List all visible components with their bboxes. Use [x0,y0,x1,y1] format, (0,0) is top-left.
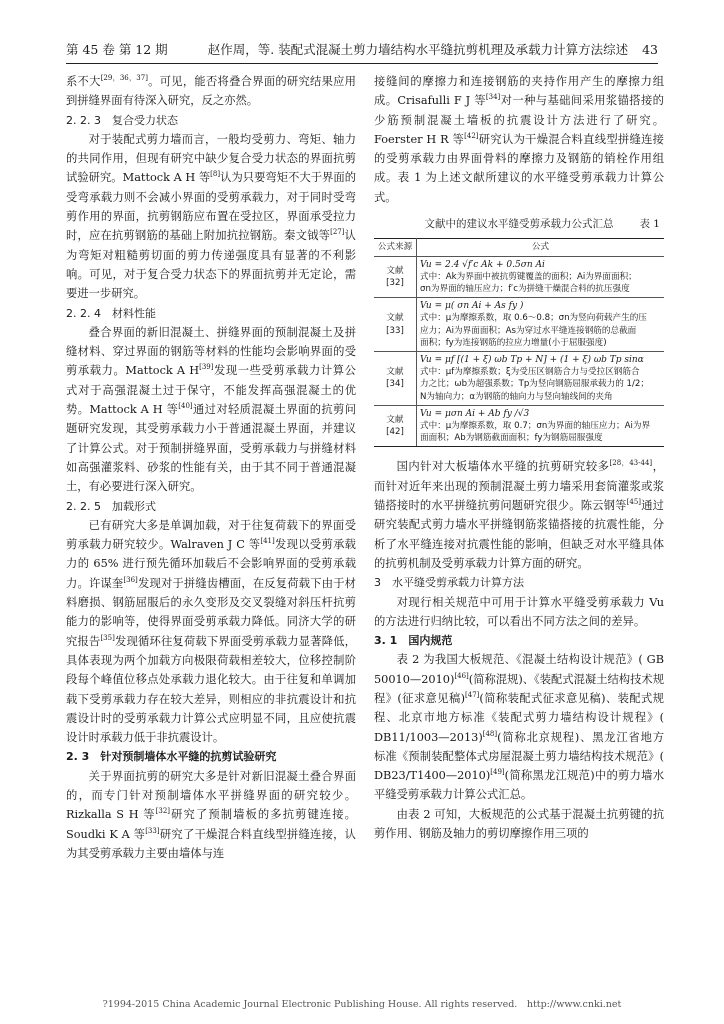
paragraph: 对于装配式剪力墙而言，一般均受剪力、弯矩、轴力的共同作用，但现有研究中缺少复合受力状态的界面抗剪试验研究。Mattock A H 等[8]认为只要弯矩不大于界面的受弯承载力则不会减小界面的受剪承载力，对于同时受弯剪作用的界面，抗剪钢筋应布置在受拉区，界面承受拉力时，应在抗剪钢筋的基础上附加抗拉钢筋。秦文钺等[27]认为弯矩对粗糙剪切面的剪力传递强度具有显著的不利影响。可见，对于复合受力状态下的界面抗剪并无定论，需要进一步研究。 [66,132,356,301]
table-title: 文献中的建议水平缝受剪承载力公式汇总 [424,218,614,231]
paragraph: 系不大[29，36，37]。可见，能否将叠合界面的研究结果应用到拼缝界面有待深入研究，反之亦然。 [66,74,356,108]
running-title: 赵作周，等. 装配式混凝土剪力墙结构水平缝抗剪机理及承载力计算方法综述 [207,42,629,57]
row-formula [417,352,665,406]
table-row [374,298,664,352]
citation: [49] [490,768,505,777]
page-header [66,36,658,62]
section-heading: 2. 2. 5 加载形式 [66,499,156,513]
paragraph: 已有研究大多是单调加载，对于往复荷载下的界面受剪承载力研究较少。Walraven J C 等[41]发现以受剪承载力的 65% 进行预先循环加载后不会影响界面的受剪承载力。许谋奎[36]发现对于拼缝齿槽面，在反复荷载下由于材料磨损、钢筋屈服后的永久变形及交叉裂缝对斜压杆抗剪能力的影响等，使得界面受剪承载力降低。同济大学的研究报告[35]发现循环往复荷载下界面受剪承载力显著降低，具体表现为两个加载方向极限荷载相差较大，位移控制阶段每个峰值位移点处承载力退化较大。由于往复和单调加载下受剪承载力存在较大差异，则相应的非抗震设计和抗震设计时的受剪承载力计算公式应明显不同，且应使抗震设计时承载力低于非抗震设计。 [66,518,356,745]
equation-note: 力之比；ωb为超强系数；Tp为竖向钢筋屈服承载力的 1/2； [420,379,649,390]
equation-note: 式中：μ为摩擦系数，取 0.7；σn为界面的轴压应力；Ai为界 [420,421,651,432]
citation: [39] [199,363,214,372]
journal-volume: 第 45 卷 第 12 期 [66,42,168,57]
paragraph: 对现行相关规范中可用于计算水平缝受剪承载力 Vu 的方法进行归纳比较，可以看出不同方法之间的差异。 [374,595,664,628]
left-column [66,72,356,863]
paragraph: 关于界面抗剪的研究大多是针对新旧混凝土叠合界面的，而专门针对预制墙体水平拼缝界面的研究较少。Rizkalla S H 等[32]研究了预制墙板的多抗剪键连接。Soudki K A 等[33]研究了干燥混合料直线型拼缝连接，认为其受剪承载力主要由墙体与连 [66,769,356,860]
equation-note: 式中：μf为摩擦系数；ξ为受压区钢筋合力与受拉区钢筋合 [420,367,640,378]
table-row [374,405,664,447]
equation: Vu = 2.4 √f′c Ak + 0.5σn Ai [420,259,545,270]
citation: [45] [626,498,642,507]
section-heading: 3. 1 国内规范 [374,634,453,648]
paragraph: 表 2 为我国大板规范、《混凝土结构设计规范》( GB 50010—2010)[46](简称混规)、《装配式混凝土结构技术规程》(征求意见稿)[47](简称装配式征求意见稿)、装配式规程、北京市地方标准《装配式剪力墙结构设计规程》( DB11/1003—2013)[48](简称北京规程)、黑龙江省地方标准《预制装配整体式房屋混凝土剪力墙结构技术规范》( DB23/T1400—2010)[49](简称黑龙江规范)中的剪力墙水平缝受剪承载力计算公式汇总。 [374,653,664,802]
table-number: 表 1 [639,218,660,231]
section-heading: 3 水平缝受剪承载力计算方法 [374,576,524,590]
equation-note: 应力；Ai为界面面积；As为穿过水平缝连接钢筋的总截面 [420,325,637,336]
table-caption [374,215,664,234]
citation: [33] [145,826,160,835]
section-heading: 2. 2. 4 材料性能 [66,306,156,320]
equation-note: σn为界面的轴压应力；f′c为拼缝干燥混合料的抗压强度 [420,283,630,294]
citation: [46] [454,671,469,680]
section-heading: 2. 3 针对预制墙体水平缝的抗剪试验研究 [66,750,277,764]
table-row [374,352,664,406]
row-source: 文献 [42] [374,405,417,447]
citation: [48] [482,729,498,738]
equation-note: 式中：μ为摩擦系数，取 0.6～0.8；σn为竖向荷载产生的压 [420,313,647,324]
citation: [8] [210,170,221,179]
equation-note: 面面积；Ab为钢筋截面面积；fy为钢筋屈服强度 [420,433,603,444]
equation-note: 面积；fy为连接钢筋的拉应力增量(小于屈服强度) [420,337,607,348]
paragraph: 接缝间的摩擦力和连接钢筋的夹持作用产生的摩擦力组成。Crisafulli F J 等[34]对一种与基础间采用浆锚搭接的少筋预制混凝土墙板的抗震设计方法进行了研究。Foerster H R 等[42]研究认为干燥混合料直线型拼缝连接的受剪承载力由界面骨料的摩擦力及钢筋的销栓作用组成。表 1 为上述文献所建议的水平缝受剪承载力计算公式。 [374,75,664,204]
citation: [34] [485,93,501,102]
row-formula [417,256,665,298]
citation: [36] [123,575,138,584]
citation: [47] [465,691,480,700]
citation: [41] [260,537,275,546]
citation: [29，36，37] [100,74,148,83]
table-row [374,256,664,298]
table-header-row [374,239,664,256]
paragraph: 国内针对大板墙体水平缝的抗剪研究较多[28，43-44]，而针对近年来出现的预制混凝土剪力墙采用套筒灌浆或浆锚搭接时的水平拼缝抗剪问题研究很少。陈云钢等[45]通过研究装配式剪力墙水平拼缝钢筋浆锚搭接的抗震性能，分析了水平缝连接对抗震性能的影响，但缺乏对水平缝具体的抗剪机制及受剪承载力计算方面的研究。 [374,459,664,570]
citation: [40] [178,402,193,411]
equation: Vu = μ( σn Ai + As fy ) [420,301,524,312]
citation: [28，43-44] [609,459,653,468]
row-source: 文献 [33] [374,298,417,352]
header-source: 公式来源 [374,239,417,256]
paragraph: 叠合界面的新旧混凝土、拼缝界面的预制混凝土及拼缝材料、穿过界面的钢筋等材料的性能均会影响界面的受剪承载力。Mattock A H[39]发现一些受剪承载力计算公式对于高强混凝土过于保守，不能发挥高强混凝土的优势。Mattock A H 等[40]通过对轻质混凝土界面的抗剪问题研究发现，其受剪承载力小于普通混凝土界面，并建议了计算公式。对于预制拼缝界面，受剪承载力与拼缝材料如高强灌浆料、砂浆的性能有关，由于其不同于普通混凝土，有必要进行深入研究。 [66,325,356,494]
paragraph: 由表 2 可知，大板规范的公式基于混凝土抗剪键的抗剪作用、钢筋及轴力的剪切摩擦作用三项的 [374,807,664,841]
section-heading: 2. 2. 3 复合受力状态 [66,113,178,127]
header-formula: 公式 [417,239,665,256]
citation: [35] [100,633,115,642]
citation: [27] [330,228,345,237]
page-number: 43 [642,41,658,57]
row-formula [417,298,665,352]
row-source: 文献 [32] [374,256,417,298]
header-rule [66,63,658,64]
citation: [32] [155,807,171,816]
right-column [374,72,664,843]
page-footer: ?1994-2015 China Academic Journal Electronic Publishing House. All rights reserved. http://www.cnki.net [102,999,622,1010]
row-formula [417,405,665,447]
formula-table [374,238,664,447]
equation-note: 式中：Ak为界面中被抗剪键覆盖的面积；Ai为界面面积； [420,271,637,282]
equation: Vu = μσn Ai + Ab fy /√3 [420,408,530,419]
equation: Vu = μf [(1 + ξ) ωb Tp + N] + (1 + ξ) ωb Tp sinα [420,355,644,365]
citation: [42] [464,132,479,141]
equation-note: N为轴向力；α为钢筋的轴向力与竖向轴线间的夹角 [420,391,613,402]
row-source: 文献 [34] [374,352,417,406]
